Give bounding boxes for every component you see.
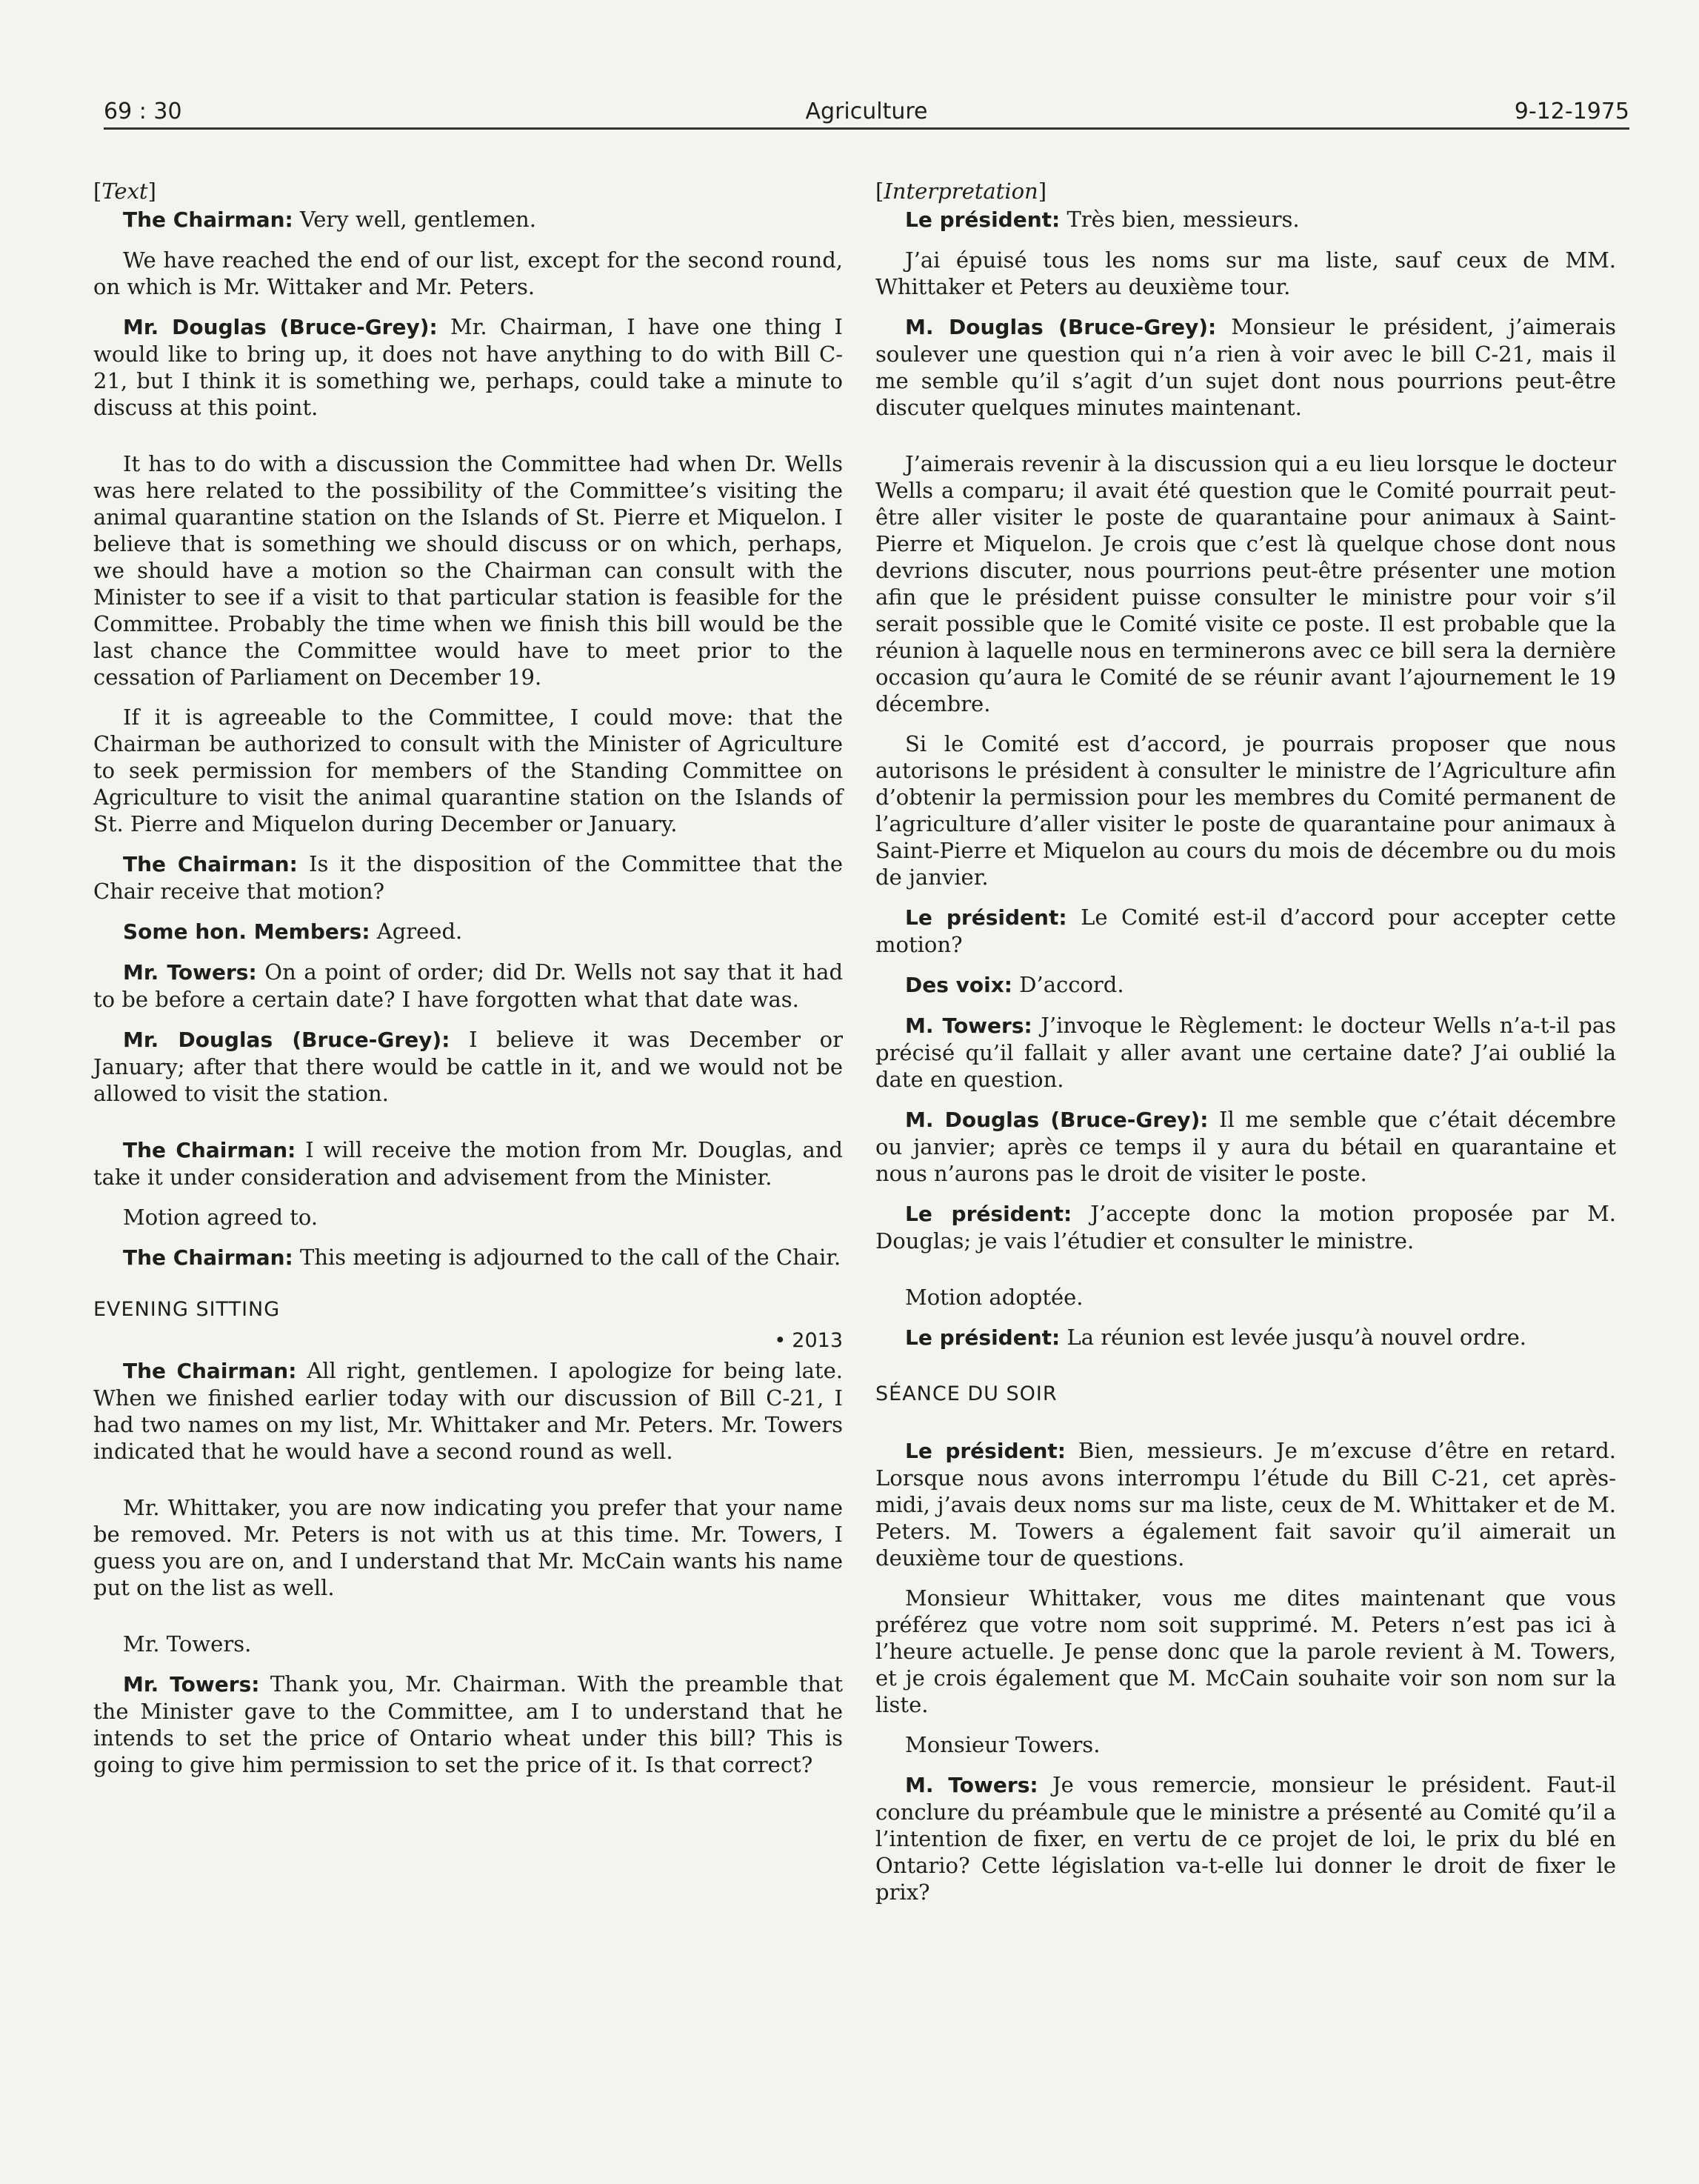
speech-paragraph [875, 1437, 1616, 1571]
speech-text: Le Comité est-il d’accord pour accepter cette motion? [875, 905, 1616, 957]
speaker-name: Mr. Towers: [123, 960, 257, 985]
speech-paragraph: Mr. Whittaker, you are now indicating you prefer that your name be removed. Mr. Peters is not with us at this time. Mr. Towers, I guess you are on, and I understand that Mr. McCain wants his name put on the list as well. [93, 1495, 843, 1600]
speech-paragraph: J’ai épuisé tous les noms sur ma liste, sauf ceux de MM. Whittaker et Peters au deuxième tour. [875, 247, 1616, 299]
speech-paragraph [875, 1012, 1616, 1093]
speech-text: Il me semble que c’était décembre ou janvier; après ce temps il y aura du bétail en quarantaine et nous n’aurons pas le droit de visiter le poste. [875, 1107, 1616, 1186]
time-value: 2013 [792, 1329, 843, 1352]
speaker-name: The Chairman: [123, 1138, 296, 1162]
speech-paragraph [93, 1026, 843, 1107]
speech-paragraph: If it is agreeable to the Committee, I could move: that the Chairman be authorized to consult with the Minister of Agriculture to seek permission for members of the Standing Committee on Agriculture to visit the animal quarantine station on the Islands of St. Pierre and Miquelon during December or January. [93, 705, 843, 836]
interpretation-tag: [Interpretation] [875, 179, 1047, 204]
speaker-name: Le président: [905, 1202, 1072, 1226]
time-marker [93, 1328, 843, 1354]
speaker-name: The Chairman: [123, 207, 293, 232]
speech-text: All right, gentlemen. I apologize for being late. When we finished earlier today with our discussion of Bill C-21, I had two names on my list, Mr. Whittaker and Mr. Peters. Mr. Towers indicated that he would have a second round as well. [93, 1358, 843, 1464]
speaker-name: Some hon. Members: [123, 919, 370, 944]
section-heading: SÉANCE DU SOIR [875, 1382, 1058, 1405]
text-tag-label: Text [101, 179, 148, 204]
speaker-name: Le président: [905, 1325, 1061, 1350]
speech-text: Monsieur le président, j’aimerais soulever une question qui n’a rien à voir avec le bill C-21, mais il me semble qu’il s’agit d’un sujet dont nous pourrions peut-être discuter quelques minutes maintenant. [875, 314, 1616, 420]
speech-paragraph [93, 1244, 843, 1271]
speech-paragraph [875, 1106, 1616, 1187]
speech-paragraph [93, 1357, 843, 1465]
speech-paragraph [875, 206, 1616, 233]
section-heading: EVENING SITTING [93, 1298, 281, 1321]
speech-paragraph [875, 313, 1616, 421]
speaker-name: Mr. Towers: [123, 1672, 260, 1697]
speech-paragraph [93, 206, 843, 233]
french-column [875, 178, 1616, 1919]
speech-paragraph [93, 959, 843, 1013]
speech-paragraph: It has to do with a discussion the Committee had when Dr. Wells was here related to the possibility of the Committee’s visiting the animal quarantine station on the Islands of St. Pierre et Miquelon. I believe that is something we should discuss or on which, perhaps, we should have a motion so the Chairman can consult with the Minister to see if a visit to that particular station is feasible for the Committee. Probably the time when we finish this bill would be the last chance the Committee would have to meet prior to the cessation of Parliament on December 19. [93, 451, 843, 690]
committee-title: Agriculture [805, 99, 928, 124]
speech-text: J’invoque le Règlement: le docteur Wells n’a-t-il pas précisé qu’il fallait y aller avant une certaine date? J’ai oublié la date en question. [875, 1013, 1616, 1092]
speech-paragraph: We have reached the end of our list, except for the second round, on which is Mr. Wittaker and Mr. Peters. [93, 247, 843, 299]
english-column [93, 178, 843, 1791]
speech-text: D’accord. [1012, 972, 1124, 997]
speech-paragraph [93, 1671, 843, 1778]
speech-paragraph: Monsieur Towers. [905, 1732, 1101, 1757]
speech-paragraph [875, 1200, 1616, 1254]
speech-paragraph: Monsieur Whittaker, vous me dites maintenant que vous préférez que votre nom soit supprimé. M. Peters n’est pas ici à l’heure actuelle. Je pense donc que la parole revient à M. Towers, et je crois également que M. McCain souhaite voir son nom sur la liste. [875, 1585, 1616, 1717]
page-number: 69 : 30 [104, 99, 182, 124]
speech-paragraph: J’aimerais revenir à la discussion qui a eu lieu lorsque le docteur Wells a comparu; il avait été question que le Comité pourrait peut-être aller visiter le poste de quarantaine pour animaux à Saint-Pierre et Miquelon. Je crois que c’est là quelque chose dont nous devrions discuter, nous pourrions peut-être présenter une motion afin que le président puisse consulter le ministre pour voir s’il serait possible que le Comité visite ce poste. Il est probable que la réunion à laquelle nous en terminerons avec ce bill sera la dernière occasion qu’aura le Comité de se réunir avant l’ajournement le 19 décembre. [875, 451, 1616, 716]
speech-text: Très bien, messieurs. [1060, 207, 1300, 232]
speech-text: J’accepte donc la motion proposée par M. Douglas; je vais l’étudier et consulter le ministre. [875, 1201, 1617, 1254]
motion-result: Motion agreed to. [123, 1205, 318, 1230]
speech-paragraph [93, 1136, 843, 1191]
speaker-name: The Chairman: [123, 1359, 297, 1383]
speech-text: Je vous remercie, monsieur le président. Faut-il conclure du préambule que le ministre a présenté au Comité qu’il a l’intention de fixer, en vertu de ce projet de loi, le prix du blé en Ontario? Cette législation va-t-elle lui donner le droit de fixer le prix? [875, 1772, 1616, 1905]
speech-text: I believe it was December or January; after that there would be cattle in it, and we would not be allowed to visit the station. [93, 1027, 843, 1106]
speaker-name: Mr. Douglas (Bruce-Grey): [123, 1028, 450, 1052]
speaker-name: The Chairman: [123, 852, 298, 876]
speech-text: La réunion est levée jusqu’à nouvel ordre. [1060, 1325, 1527, 1350]
sitting-date: 9-12-1975 [1514, 99, 1629, 124]
speech-paragraph [875, 1324, 1616, 1351]
speaker-name: Mr. Douglas (Bruce-Grey): [123, 315, 438, 339]
speech-text: Thank you, Mr. Chairman. With the preamble that the Minister gave to the Committee, am I to understand that he intends to set the price of Ontario wheat under this bill? This is going to give him permission to set the price of it. Is that correct? [93, 1671, 843, 1777]
speaker-name: Le président: [905, 207, 1061, 232]
speech-paragraph: Mr. Towers. [123, 1631, 252, 1657]
speech-text: Is it the disposition of the Committee that the Chair receive that motion? [93, 851, 843, 904]
interpretation-tag-label: Interpretation [884, 179, 1038, 204]
speaker-name: Le président: [905, 1439, 1066, 1463]
speech-paragraph [875, 1771, 1616, 1905]
speaker-name: M. Towers: [905, 1013, 1032, 1038]
speech-paragraph [93, 313, 843, 421]
motion-result: Motion adoptée. [905, 1285, 1084, 1310]
speech-text: Mr. Chairman, I have one thing I would like to bring up, it does not have anything to do with Bill C-21, but I think it is something we, perhaps, could take a minute to discuss at this point. [93, 314, 843, 420]
speech-paragraph [875, 904, 1616, 958]
speech-paragraph [93, 850, 843, 905]
speech-text: I will receive the motion from Mr. Douglas, and take it under consideration and advisement from the Minister. [93, 1137, 843, 1190]
page-header [104, 89, 1629, 130]
speaker-name: M. Towers: [905, 1773, 1038, 1797]
speech-text: Very well, gentlemen. [293, 207, 536, 232]
speaker-name: M. Douglas (Bruce-Grey): [905, 315, 1217, 339]
speaker-name: Des voix: [905, 973, 1012, 997]
speaker-name: Le président: [905, 905, 1067, 930]
speech-text: This meeting is adjourned to the call of the Chair. [293, 1245, 841, 1270]
speaker-name: The Chairman: [123, 1245, 293, 1270]
speech-text: On a point of order; did Dr. Wells not say that it had to be before a certain date? I have forgotten what that date was. [93, 959, 844, 1012]
speech-text: Bien, messieurs. Je m’excuse d’être en retard. Lorsque nous avons interrompu l’étude du Bill C-21, cet après-midi, j’avais deux noms sur ma liste, ceux de M. Whittaker et de M. Peters. M. Towers a également fait savoir qu’il aimerait un deuxième tour de questions. [875, 1438, 1616, 1571]
speaker-name: M. Douglas (Bruce-Grey): [905, 1108, 1209, 1132]
speech-text: Agreed. [370, 919, 463, 944]
text-tag: [Text] [93, 179, 156, 204]
speech-paragraph [875, 971, 1616, 999]
bullet-icon: • [774, 1329, 787, 1352]
speech-paragraph: Si le Comité est d’accord, je pourrais proposer que nous autorisons le président à consulter le ministre de l’Agriculture afin d’obtenir la permission pour les membres du Comité permanent de l’agriculture d’aller visiter le poste de quarantaine pour animaux à Saint-Pierre et Miquelon au cours du mois de décembre ou du mois de janvier. [875, 731, 1616, 890]
speech-paragraph [93, 918, 843, 945]
